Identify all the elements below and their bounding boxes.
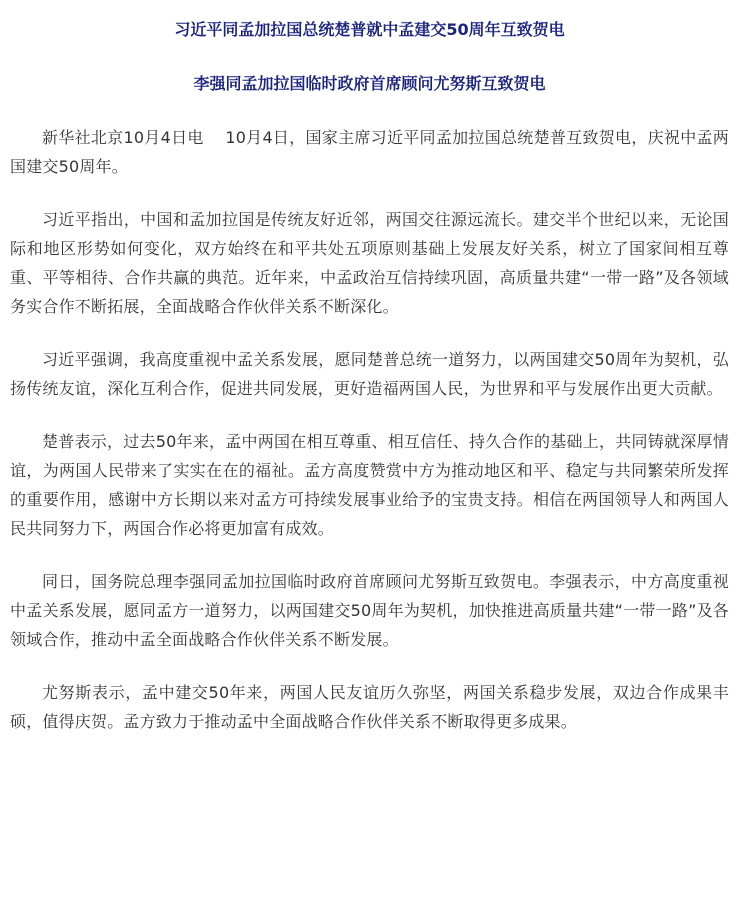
article-paragraph: 楚普表示，过去50年来，孟中两国在相互尊重、相互信任、持久合作的基础上，共同铸就深厚情谊，为两国人民带来了实实在在的福祉。孟方高度赞赏中方为推动地区和平、稳定与共同繁荣所发挥的重要作用，感谢中方长期以来对孟方可持续发展事业给予的宝贵支持。相信在两国领导人和两国人民共同努力下，两国合作必将更加富有成效。 xyxy=(10,432,729,538)
article-paragraph: 习近平指出，中国和孟加拉国是传统友好近邻，两国交往源远流长。建交半个世纪以来，无论国际和地区形势如何变化，双方始终在和平共处五项原则基础上发展友好关系，树立了国家间相互尊重、平等相待、合作共赢的典范。近年来，中孟政治互信持续巩固，高质量共建“一带一路”及各领域务实合作不断拓展，全面战略合作伙伴关系不断深化。 xyxy=(10,210,729,316)
article-paragraph-dateline: 新华社北京10月4日电 10月4日，国家主席习近平同孟加拉国总统楚普互致贺电，庆祝中孟两国建交50周年。 xyxy=(10,128,729,176)
article-paragraph: 尤努斯表示，孟中建交50年来，两国人民友谊历久弥坚，两国关系稳步发展，双边合作成果丰硕，值得庆贺。孟方致力于推动孟中全面战略合作伙伴关系不断取得更多成果。 xyxy=(10,683,729,731)
article-paragraph: 同日，国务院总理李强同孟加拉国临时政府首席顾问尤努斯互致贺电。李强表示，中方高度重视中孟关系发展，愿同孟方一道努力，以两国建交50周年为契机，加快推进高质量共建“一带一路”及各领域合作，推动中孟全面战略合作伙伴关系不断发展。 xyxy=(10,572,729,649)
article-title: 习近平同孟加拉国总统楚普就中孟建交50周年互致贺电 xyxy=(174,20,565,39)
article-paragraph: 习近平强调，我高度重视中孟关系发展，愿同楚普总统一道努力，以两国建交50周年为契机，弘扬传统友谊，深化互利合作，促进共同发展，更好造福两国人民，为世界和平与发展作出更大贡献。 xyxy=(10,350,729,398)
article-subtitle: 李强同孟加拉国临时政府首席顾问尤努斯互致贺电 xyxy=(193,74,546,93)
